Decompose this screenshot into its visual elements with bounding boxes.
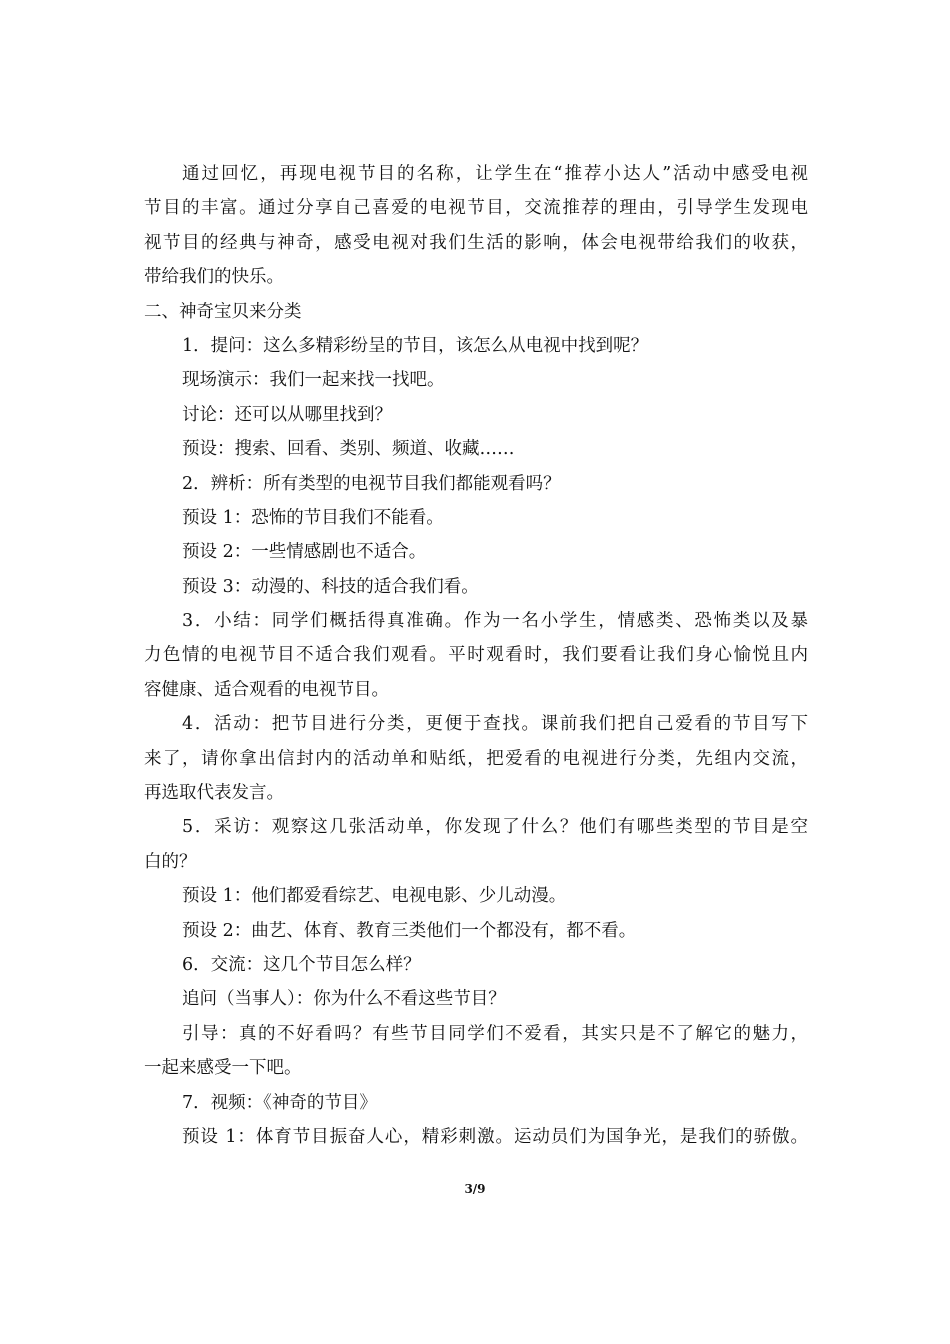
paragraph-line: 预设：搜索、回看、类别、频道、收藏…… xyxy=(182,439,515,460)
paragraph-line: 5．采访：观察这几张活动单，你发现了什么？他们有哪些类型的节目是空 xyxy=(182,817,808,838)
paragraph-line: 现场演示：我们一起来找一找吧。 xyxy=(182,370,445,391)
document-body xyxy=(144,157,808,1154)
paragraph-line: 白的？ xyxy=(144,851,197,872)
paragraph-line: 1．提问：这么多精彩纷呈的节目，该怎么从电视中找到呢？ xyxy=(182,335,649,356)
paragraph-line: 预设 3：动漫的、科技的适合我们看。 xyxy=(182,576,479,597)
paragraph-line: 再选取代表发言。 xyxy=(144,783,284,804)
section-heading: 二、神奇宝贝来分类 xyxy=(144,301,302,322)
paragraph-line: 通过回忆，再现电视节目的名称，让学生在“推荐小达人”活动中感受电视 xyxy=(182,164,808,184)
paragraph-line: 预设 1：恐怖的节目我们不能看。 xyxy=(182,507,444,528)
paragraph-line: 力色情的电视节目不适合我们观看。平时观看时，我们要看让我们身心愉悦且内 xyxy=(144,645,808,666)
paragraph-line: 视节目的经典与神奇，感受电视对我们生活的影响，体会电视带给我们的收获， xyxy=(144,232,808,253)
paragraph-line: 来了，请你拿出信封内的活动单和贴纸，把爱看的电视进行分类，先组内交流， xyxy=(144,748,808,769)
paragraph-line: 7．视频：《神奇的节目》 xyxy=(182,1092,377,1113)
paragraph-line: 3．小结：同学们概括得真准确。作为一名小学生，情感类、恐怖类以及暴 xyxy=(182,611,808,632)
paragraph-line: 2．辨析：所有类型的电视节目我们都能观看吗？ xyxy=(182,473,561,494)
page-number: 3/9 xyxy=(464,1182,486,1196)
paragraph-line: 预设 1：他们都爱看综艺、电视电影、少儿动漫。 xyxy=(182,886,567,907)
paragraph-line: 讨论：还可以从哪里找到？ xyxy=(182,404,392,425)
paragraph-line: 引导：真的不好看吗？有些节目同学们不爱看，其实只是不了解它的魅力， xyxy=(182,1023,808,1044)
paragraph-line: 带给我们的快乐。 xyxy=(144,267,284,288)
paragraph-line: 追问（当事人）：你为什么不看这些节目？ xyxy=(182,989,506,1010)
paragraph-line: 一起来感受一下吧。 xyxy=(144,1058,302,1079)
paragraph-line: 容健康、适合观看的电视节目。 xyxy=(144,679,389,700)
paragraph-line: 4．活动：把节目进行分类，更便于查找。课前我们把自己爱看的节目写下 xyxy=(182,714,808,735)
paragraph-line: 节目的丰富。通过分享自己喜爱的电视节目，交流推荐的理由，引导学生发现电 xyxy=(144,198,808,219)
paragraph-line: 预设 2：一些情感剧也不适合。 xyxy=(182,542,427,563)
paragraph-line: 6．交流：这几个节目怎么样？ xyxy=(182,954,421,975)
paragraph-line: 预设 1：体育节目振奋人心，精彩刺激。运动员们为国争光，是我们的骄傲。 xyxy=(182,1126,808,1147)
paragraph-line: 预设 2：曲艺、体育、教育三类他们一个都没有，都不看。 xyxy=(182,920,637,941)
